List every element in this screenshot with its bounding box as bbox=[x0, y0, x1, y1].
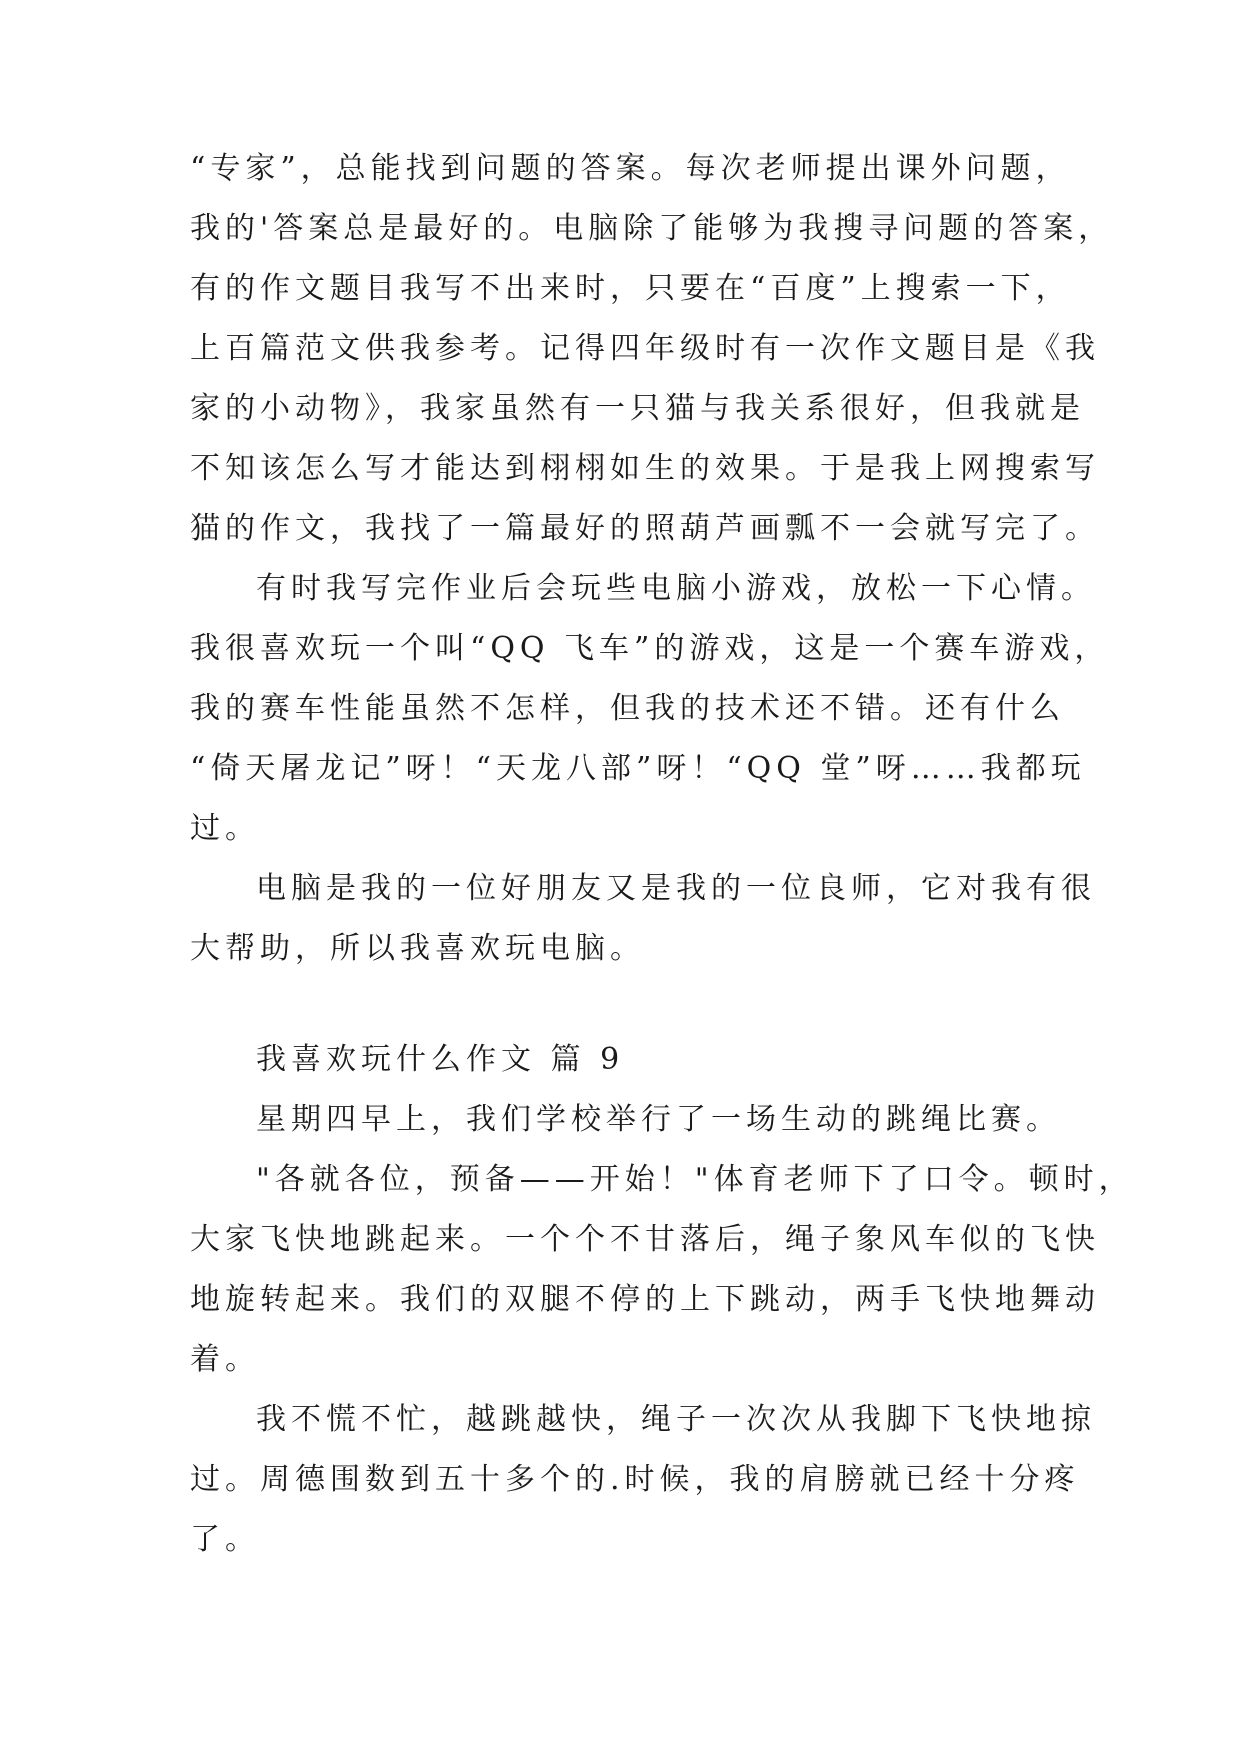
paragraph-first-line: 有时我写完作业后会玩些电脑小游戏，放松一下心情。 bbox=[256, 571, 1096, 606]
text-line: “倚天屠龙记”呀！“天龙八部”呀！“QQ 堂”呀……我都玩 bbox=[190, 751, 1086, 786]
text-line: 着。 bbox=[190, 1342, 260, 1377]
section-heading: 我喜欢玩什么作文 篇 9 bbox=[256, 1042, 625, 1077]
text-line: 上百篇范文供我参考。记得四年级时有一次作文题目是《我 bbox=[190, 331, 1100, 366]
text-line: 猫的作文，我找了一篇最好的照葫芦画瓢不一会就写完了。 bbox=[190, 511, 1100, 546]
text-line: 大帮助，所以我喜欢玩电脑。 bbox=[190, 931, 645, 966]
paragraph-first-line: 我不慌不忙，越跳越快，绳子一次次从我脚下飞快地掠 bbox=[256, 1402, 1096, 1437]
text-line: 我的赛车性能虽然不怎样，但我的技术还不错。还有什么 bbox=[190, 691, 1065, 726]
text-line: 家的小动物》，我家虽然有一只猫与我关系很好，但我就是 bbox=[190, 391, 1085, 426]
text-line: 大家飞快地跳起来。一个个不甘落后，绳子象风车似的飞快 bbox=[190, 1222, 1100, 1257]
paragraph-first-line: "各就各位，预备——开始！"体育老师下了口令。顿时， bbox=[256, 1162, 1134, 1197]
text-line: 过。 bbox=[190, 811, 260, 846]
text-line: 我的'答案总是最好的。电脑除了能够为我搜寻问题的答案， bbox=[190, 211, 1114, 246]
text-line: “专家”，总能找到问题的答案。每次老师提出课外问题， bbox=[190, 151, 1071, 186]
paragraph-first-line: 电脑是我的一位好朋友又是我的一位良师，它对我有很 bbox=[256, 871, 1096, 906]
text-line: 过。周德围数到五十多个的.时候，我的肩膀就已经十分疼 bbox=[190, 1462, 1080, 1497]
text-line: 我很喜欢玩一个叫“QQ 飞车”的游戏，这是一个赛车游戏， bbox=[190, 631, 1110, 666]
paragraph-first-line: 星期四早上，我们学校举行了一场生动的跳绳比赛。 bbox=[256, 1102, 1061, 1137]
text-line: 不知该怎么写才能达到栩栩如生的效果。于是我上网搜索写 bbox=[190, 451, 1100, 486]
text-line: 地旋转起来。我们的双腿不停的上下跳动，两手飞快地舞动 bbox=[190, 1282, 1100, 1317]
text-line: 了。 bbox=[190, 1522, 260, 1557]
text-line: 有的作文题目我写不出来时，只要在“百度”上搜索一下， bbox=[190, 271, 1071, 306]
